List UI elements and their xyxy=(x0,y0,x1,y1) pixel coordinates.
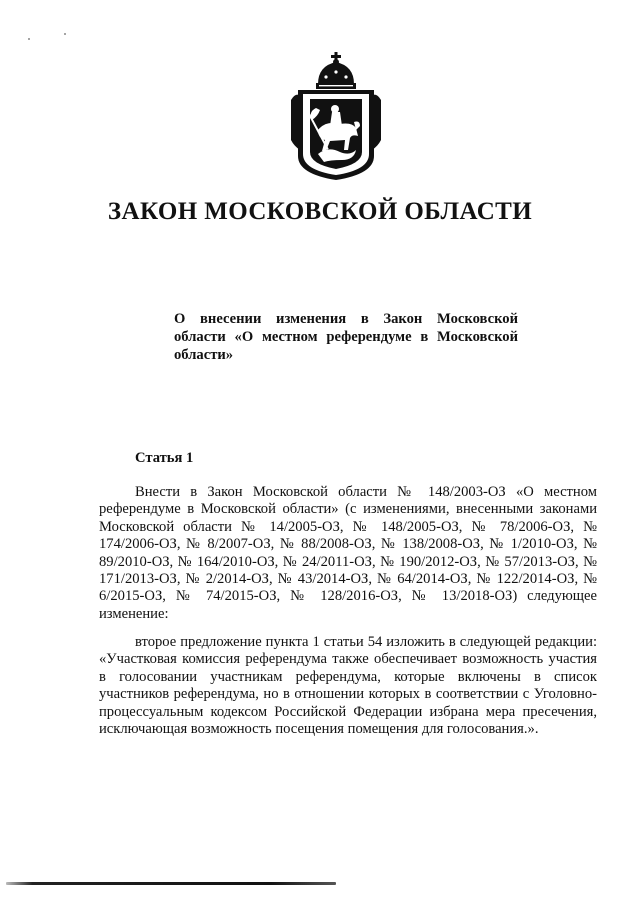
coat-of-arms-icon xyxy=(288,50,384,185)
law-subtitle: О внесении изменения в Закон Московской области «О местном референдуме в Московской области» xyxy=(174,311,518,363)
article-paragraph-2: второе предложение пункта 1 статьи 54 изложить в следующей редакции: «Участковая комиссия референдума также обеспечивает возможность участия в голосовании участникам референдума, которые включены в список участников референдума, но в отношении которых в соответствии с Уголовно-процессуальным кодексом Российской Федерации избрана мера пресечения, исключающая возможность посещения помещения для голосования.». xyxy=(99,634,597,738)
article-heading: Статья 1 xyxy=(135,450,194,466)
article-paragraph-1: Внести в Закон Московской области № 148/2003-ОЗ «О местном референдуме в Московской области» (с изменениями, внесенными законами Московской области № 14/2005-ОЗ, № 148/2005-ОЗ, № 78/2006-ОЗ, № 174/2006-ОЗ, № 8/2007-ОЗ, № 88/2008-ОЗ, № 138/2008-ОЗ, № 1/2010-ОЗ, № 89/2010-ОЗ, № 164/2010-ОЗ, № 24/2011-ОЗ, № 190/2012-ОЗ, № 57/2013-ОЗ, № 171/2013-ОЗ, № 2/2014-ОЗ, № 43/2014-ОЗ, № 64/2014-ОЗ, № 122/2014-ОЗ, № 6/2015-ОЗ, № 74/2015-ОЗ, № 128/2016-ОЗ, № 13/2018-ОЗ) следующее изменение: xyxy=(99,484,597,622)
scan-speck xyxy=(64,33,66,35)
scan-artifact-line xyxy=(6,882,336,885)
scan-speck xyxy=(28,38,30,40)
law-title: ЗАКОН МОСКОВСКОЙ ОБЛАСТИ xyxy=(107,198,533,225)
